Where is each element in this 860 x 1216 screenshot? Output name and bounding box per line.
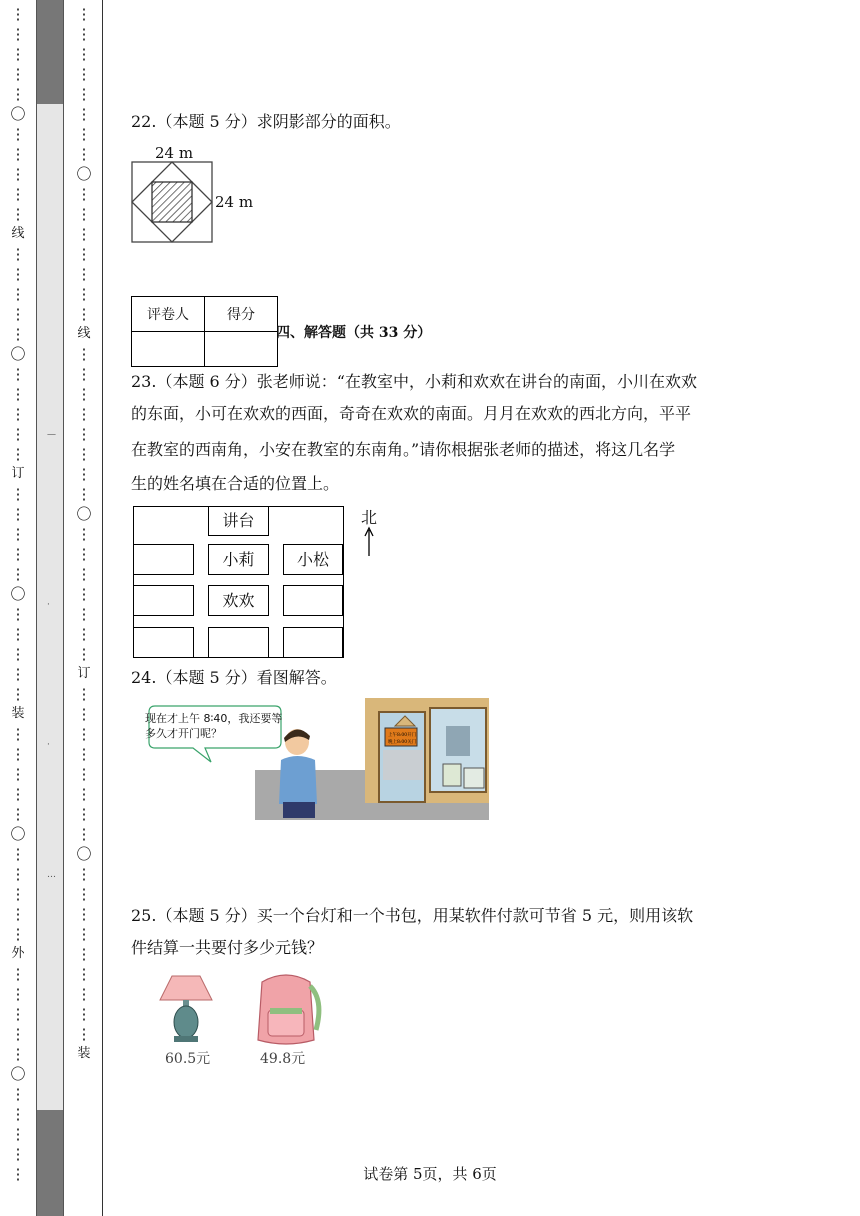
- dots-glyph: ⋮: [10, 325, 26, 343]
- dots-glyph: ⋮: [10, 625, 26, 643]
- dots-glyph: ⋮: [10, 85, 26, 103]
- seat-box[interactable]: [208, 627, 269, 658]
- north-label: 北: [361, 508, 378, 527]
- seat-box[interactable]: [133, 544, 194, 575]
- dots-glyph: ⋮: [76, 565, 92, 583]
- dots-glyph: ⋮: [76, 85, 92, 103]
- dots-glyph: ⋮: [76, 485, 92, 503]
- dots-glyph: ⋮: [10, 245, 26, 263]
- dots-glyph: ⋮: [76, 65, 92, 83]
- dots-glyph: ⋮: [10, 565, 26, 583]
- dots-glyph: ⋮: [10, 685, 26, 703]
- circle-glyph: 〇: [10, 825, 26, 843]
- circle-glyph: 〇: [10, 1065, 26, 1083]
- dots-glyph: ⋮: [76, 685, 92, 703]
- margin-light-strip: [37, 104, 63, 1110]
- section-4-heading: 四、解答题（共 33 分）: [276, 325, 432, 341]
- dots-glyph: ⋮: [10, 65, 26, 83]
- question-25-line2: 件结算一共要付多少元钱？: [131, 938, 324, 957]
- dots-glyph: ⋮: [10, 1045, 26, 1063]
- binding-label: 线: [77, 326, 91, 341]
- dots-glyph: ⋮: [76, 305, 92, 323]
- inner-dot-column: [66, 4, 102, 1064]
- dots-glyph: ⋮: [10, 145, 26, 163]
- circle-glyph: 〇: [10, 345, 26, 363]
- backpack-icon: [248, 970, 324, 1048]
- margin-mark: ·: [47, 600, 50, 610]
- circle-glyph: 〇: [10, 105, 26, 123]
- dots-glyph: ⋮: [10, 985, 26, 1003]
- dots-glyph: ⋮: [76, 745, 92, 763]
- dots-glyph: ⋮: [10, 425, 26, 443]
- svg-text:上午8:00开门: 上午8:00开门: [388, 733, 417, 738]
- circle-glyph: 〇: [76, 165, 92, 183]
- dots-glyph: ⋮: [76, 1025, 92, 1043]
- question-23-line4: 生的姓名填在合适的位置上。: [131, 474, 340, 493]
- dots-glyph: ⋮: [10, 725, 26, 743]
- dots-glyph: ⋮: [10, 1145, 26, 1163]
- dots-glyph: ⋮: [10, 805, 26, 823]
- question-23-line2: 的东面，小可在欢欢的西面，奇奇在欢欢的南面。月月在欢欢的西北方向，平平: [131, 404, 692, 423]
- dots-glyph: ⋮: [10, 385, 26, 403]
- seat-box[interactable]: [283, 627, 343, 658]
- dots-glyph: ⋮: [76, 225, 92, 243]
- dots-glyph: ⋮: [76, 645, 92, 663]
- q22-side-label: 24 m: [215, 193, 254, 211]
- dots-glyph: ⋮: [76, 605, 92, 623]
- dots-glyph: ⋮: [76, 545, 92, 563]
- dots-glyph: ⋮: [10, 665, 26, 683]
- dots-glyph: ⋮: [10, 205, 26, 223]
- dots-glyph: ⋮: [10, 605, 26, 623]
- dots-glyph: ⋮: [10, 785, 26, 803]
- q22-top-label: 24 m: [155, 144, 194, 162]
- dots-glyph: ⋮: [76, 525, 92, 543]
- dots-glyph: ⋮: [10, 1085, 26, 1103]
- dots-glyph: ⋮: [10, 445, 26, 463]
- dots-glyph: ⋮: [76, 365, 92, 383]
- question-22-text: 22.（本题 5 分）求阴影部分的面积。: [131, 112, 401, 131]
- dots-glyph: ⋮: [10, 885, 26, 903]
- dots-glyph: ⋮: [76, 1005, 92, 1023]
- margin-divider: [63, 0, 64, 1216]
- dots-glyph: ⋮: [10, 365, 26, 383]
- binding-label: 装: [11, 706, 25, 721]
- dots-glyph: ⋮: [76, 965, 92, 983]
- binding-label: 订: [11, 466, 25, 481]
- grading-table: [131, 296, 278, 367]
- dots-glyph: ⋮: [76, 465, 92, 483]
- dots-glyph: ⋮: [10, 5, 26, 23]
- circle-glyph: 〇: [76, 505, 92, 523]
- dots-glyph: ⋮: [76, 285, 92, 303]
- dots-glyph: ⋮: [10, 1105, 26, 1123]
- margin-divider: [102, 0, 103, 1216]
- dots-glyph: ⋮: [10, 25, 26, 43]
- score-cell[interactable]: [205, 332, 278, 367]
- dots-glyph: ⋮: [10, 45, 26, 63]
- dots-glyph: ⋮: [76, 985, 92, 1003]
- dots-glyph: ⋮: [10, 765, 26, 783]
- svg-text:晚上8:00关门: 晚上8:00关门: [388, 740, 417, 745]
- dots-glyph: ⋮: [76, 405, 92, 423]
- dots-glyph: ⋮: [10, 545, 26, 563]
- dots-glyph: ⋮: [76, 5, 92, 23]
- dots-glyph: ⋮: [10, 305, 26, 323]
- circle-glyph: 〇: [76, 845, 92, 863]
- dots-glyph: ⋮: [76, 45, 92, 63]
- dots-glyph: ⋮: [76, 265, 92, 283]
- margin-mark: —: [47, 430, 56, 440]
- dots-glyph: ⋮: [10, 285, 26, 303]
- circle-glyph: 〇: [10, 585, 26, 603]
- dots-glyph: ⋮: [10, 525, 26, 543]
- binding-label: 外: [11, 946, 25, 961]
- dots-glyph: ⋮: [76, 145, 92, 163]
- seat-box[interactable]: [133, 585, 194, 616]
- speech-bubble-text: 现在才上午 8∶40，我还要等多久才开门呢？: [145, 712, 283, 740]
- question-25-line1: 25.（本题 5 分）买一个台灯和一个书包，用某软件付款可节省 5 元，则用该软: [131, 906, 694, 925]
- dots-glyph: ⋮: [76, 725, 92, 743]
- dots-glyph: ⋮: [10, 185, 26, 203]
- dots-glyph: ⋮: [76, 585, 92, 603]
- dots-glyph: ⋮: [10, 745, 26, 763]
- dots-glyph: ⋮: [76, 885, 92, 903]
- bag-price: 49.8元: [260, 1051, 306, 1067]
- dots-glyph: ⋮: [10, 965, 26, 983]
- dots-glyph: ⋮: [76, 105, 92, 123]
- dots-glyph: ⋮: [76, 785, 92, 803]
- dots-glyph: ⋮: [76, 925, 92, 943]
- dots-glyph: ⋮: [10, 405, 26, 423]
- page-footer: 试卷第 5页，共 6页: [363, 1165, 497, 1183]
- question-23-line3: 在教室的西南角，小安在教室的东南角。”请你根据张老师的描述，将这几名学: [131, 440, 676, 459]
- seat-xiaosong: 小松: [283, 544, 343, 575]
- seat-huanhuan: 欢欢: [208, 585, 269, 616]
- dots-glyph: ⋮: [10, 905, 26, 923]
- binding-label: 线: [11, 226, 25, 241]
- dots-glyph: ⋮: [76, 385, 92, 403]
- dots-glyph: ⋮: [10, 265, 26, 283]
- dots-glyph: ⋮: [76, 945, 92, 963]
- dots-glyph: ⋮: [10, 865, 26, 883]
- dots-glyph: ⋮: [10, 1125, 26, 1143]
- dots-glyph: ⋮: [76, 205, 92, 223]
- dots-glyph: ⋮: [76, 425, 92, 443]
- dots-glyph: ⋮: [76, 445, 92, 463]
- dots-glyph: ⋮: [76, 805, 92, 823]
- outer-dot-column: [0, 4, 36, 1184]
- dots-glyph: ⋮: [76, 825, 92, 843]
- dots-glyph: ⋮: [76, 625, 92, 643]
- dots-glyph: ⋮: [10, 925, 26, 943]
- dots-glyph: ⋮: [76, 865, 92, 883]
- margin-mark: ·: [47, 740, 50, 750]
- margin-mark: …: [47, 870, 56, 880]
- lamp-price: 60.5元: [165, 1051, 211, 1067]
- dots-glyph: ⋮: [76, 25, 92, 43]
- seat-box[interactable]: [133, 627, 194, 658]
- dots-glyph: ⋮: [76, 125, 92, 143]
- dots-glyph: ⋮: [10, 485, 26, 503]
- margin-gray-strip: [37, 0, 63, 104]
- dots-glyph: ⋮: [10, 1005, 26, 1023]
- dots-glyph: ⋮: [76, 905, 92, 923]
- dots-glyph: ⋮: [76, 765, 92, 783]
- lamp-icon: [156, 972, 216, 1046]
- dots-glyph: ⋮: [76, 245, 92, 263]
- question-23-line1: 23.（本题 6 分）张老师说：“在教室中，小莉和欢欢在讲台的南面，小川在欢欢: [131, 372, 697, 391]
- dots-glyph: ⋮: [76, 185, 92, 203]
- dots-glyph: ⋮: [10, 845, 26, 863]
- dots-glyph: ⋮: [76, 705, 92, 723]
- binding-label: 订: [77, 666, 91, 681]
- binding-label: 装: [77, 1046, 91, 1061]
- seat-box[interactable]: [283, 585, 343, 616]
- dots-glyph: ⋮: [10, 1025, 26, 1043]
- north-arrow-icon: [362, 526, 376, 556]
- score-header: 得分: [205, 297, 278, 332]
- dots-glyph: ⋮: [10, 165, 26, 183]
- dots-glyph: ⋮: [10, 125, 26, 143]
- dots-glyph: ⋮: [10, 645, 26, 663]
- seat-xiaoli: 小莉: [208, 544, 269, 575]
- dots-glyph: ⋮: [10, 1165, 26, 1183]
- reviewer-cell[interactable]: [132, 332, 205, 367]
- dots-glyph: ⋮: [76, 345, 92, 363]
- dots-glyph: ⋮: [10, 505, 26, 523]
- podium-box: 讲台: [208, 506, 269, 536]
- reviewer-header: 评卷人: [132, 297, 205, 332]
- question-24-text: 24.（本题 5 分）看图解答。: [131, 668, 337, 687]
